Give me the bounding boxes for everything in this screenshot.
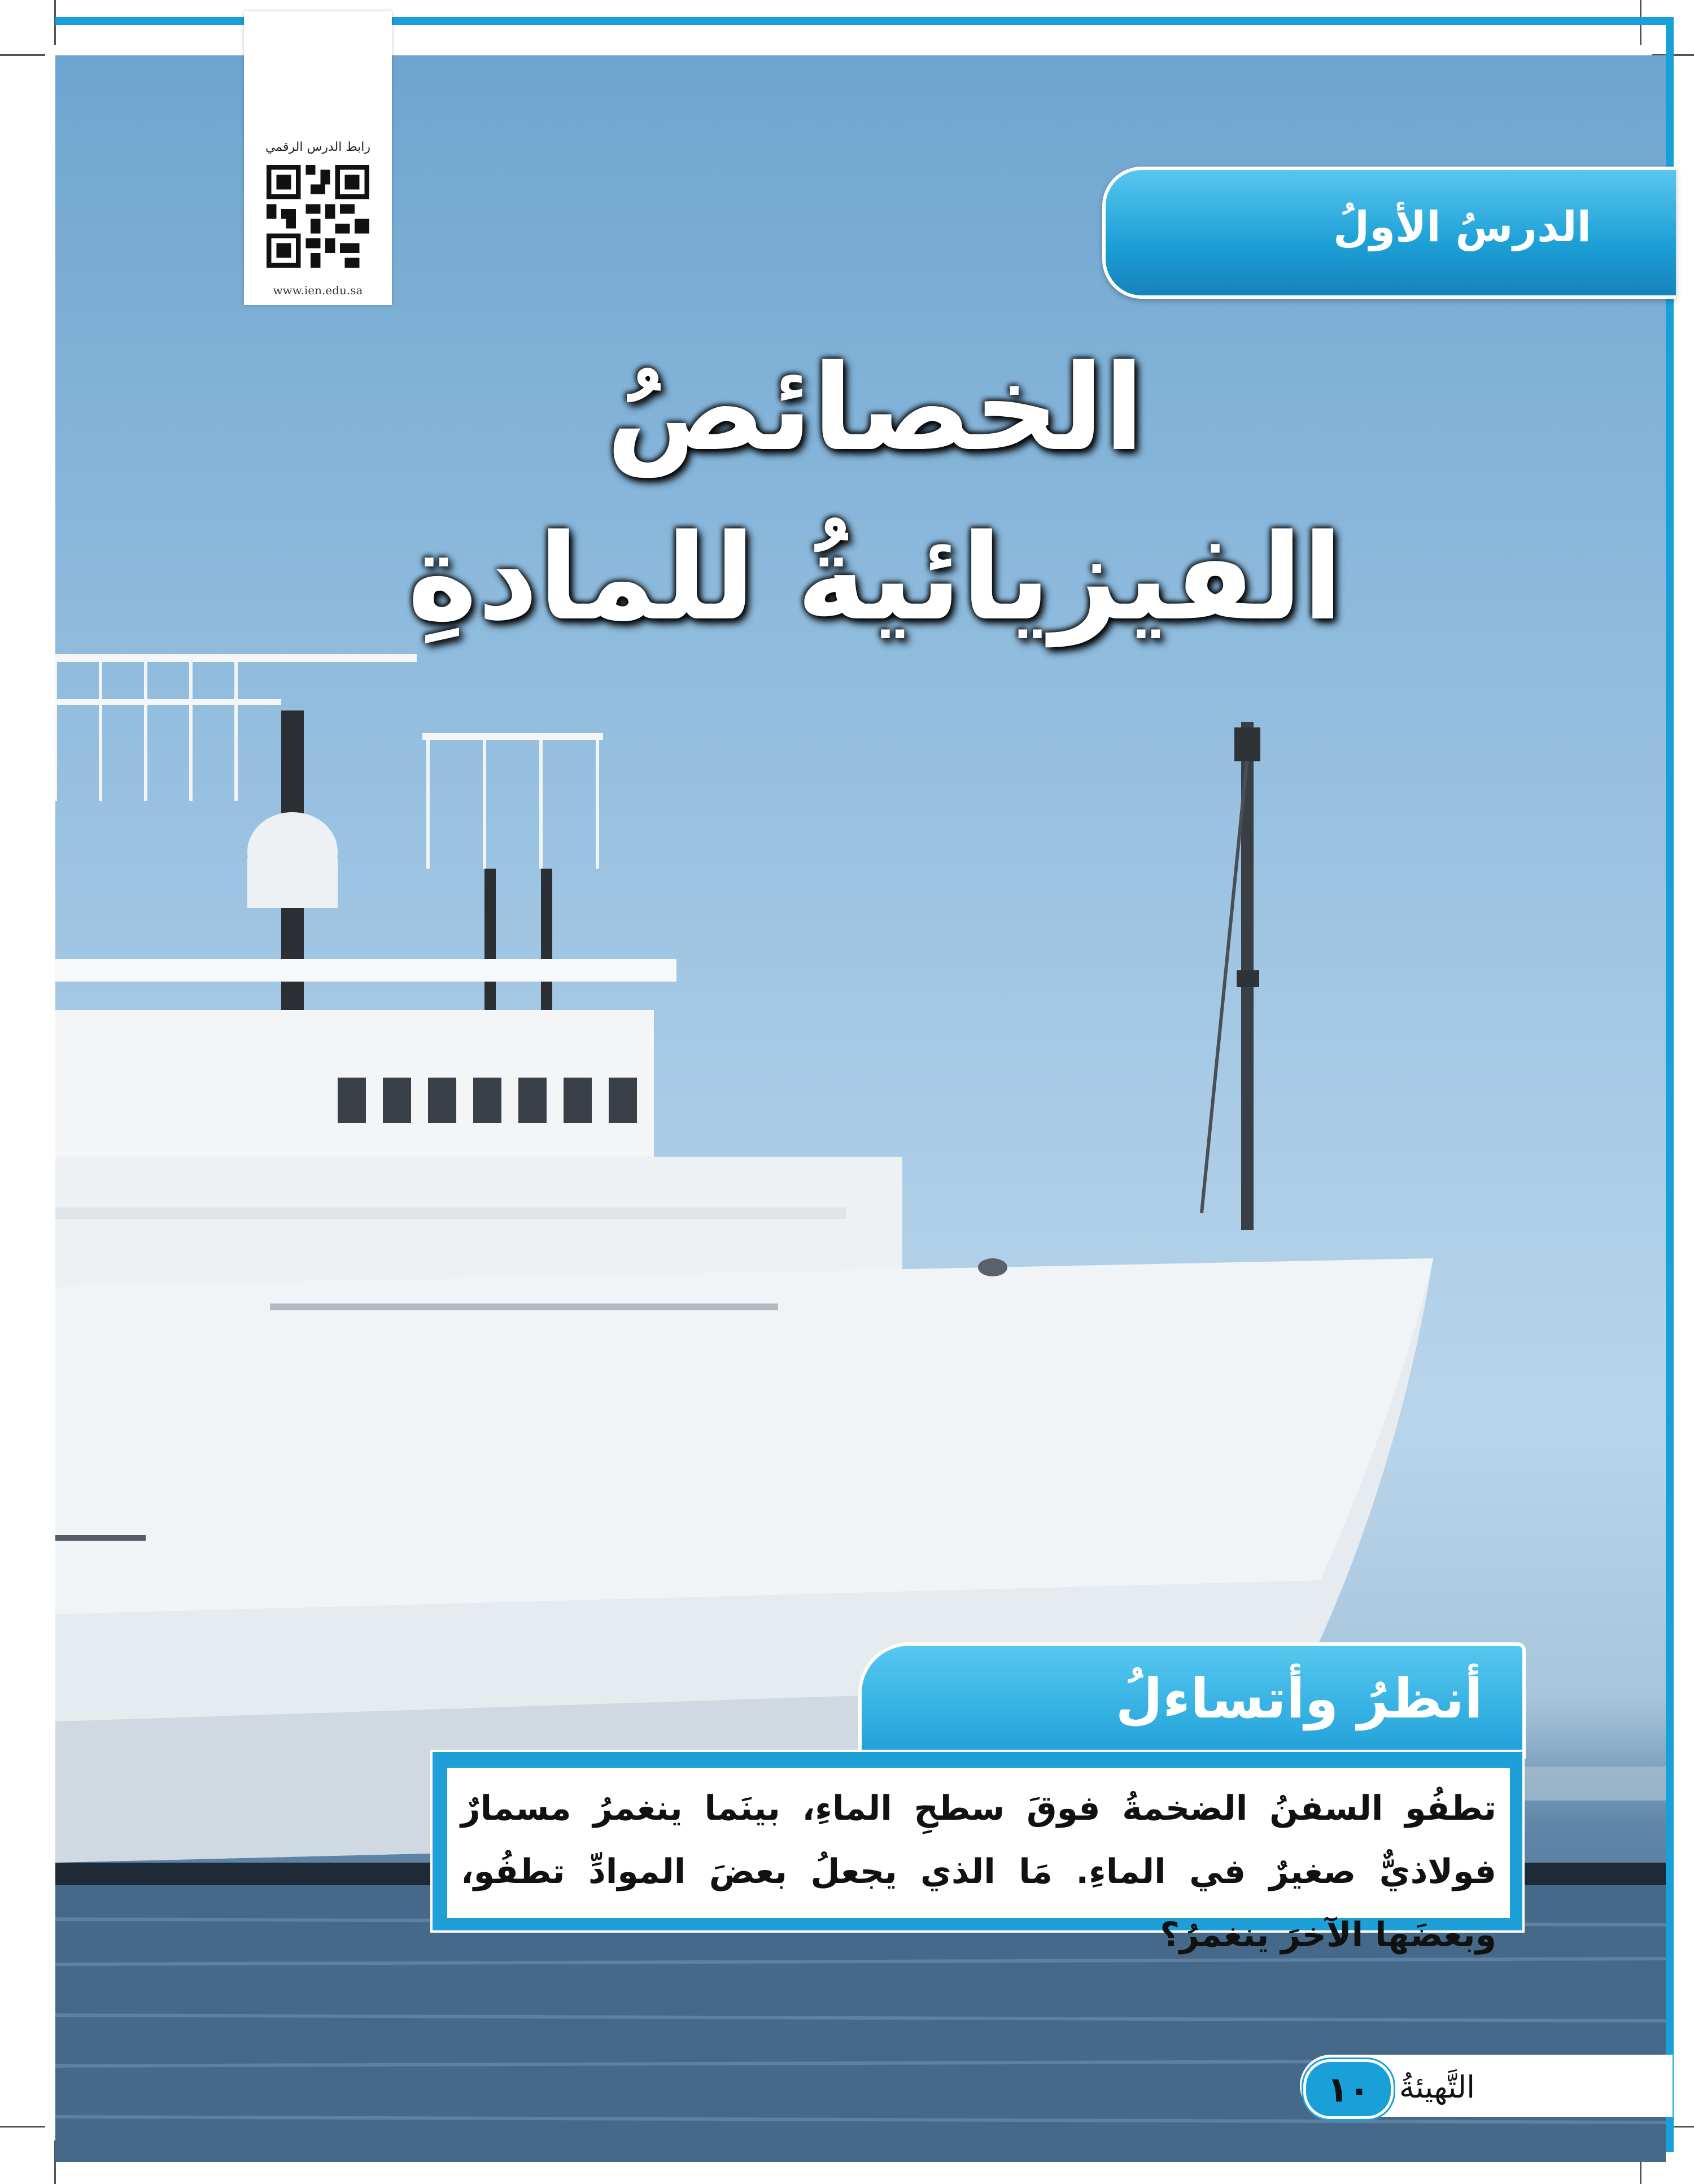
look-and-wonder-panel — [447, 1768, 1510, 1955]
page-number: ١٠ — [1327, 2069, 1370, 2110]
lesson-tab — [1102, 167, 1676, 299]
qr-code-icon[interactable] — [267, 165, 369, 268]
page-number-badge — [1303, 2059, 1394, 2119]
look-and-wonder-heading: أنظرُ وأتساءلُ — [1115, 1667, 1483, 1730]
digital-lesson-qr-card[interactable] — [244, 11, 392, 305]
lesson-label: الدرسُ الأولُ — [1333, 203, 1591, 251]
look-and-wonder-tab — [858, 1642, 1526, 1759]
page-frame-right — [1666, 17, 1674, 2152]
section-label: التَّهيئةُ — [1399, 2069, 1475, 2105]
crop-mark — [0, 54, 45, 56]
qr-url[interactable]: www.ien.edu.sa — [273, 284, 363, 297]
crop-mark — [0, 2126, 45, 2128]
page-title-line-1: الخصائصُ — [606, 339, 1145, 477]
page-title-line-2: الفيزيائيةُ للمادةِ — [407, 508, 1343, 647]
look-and-wonder-box — [430, 1750, 1525, 1955]
look-and-wonder-text: تطفُو السفنُ الضخمةُ فوقَ سطحِ الماءِ، بينَما ينغمرُ مسمارٌ فولاذيٌّ صغيرٌ في الماءِ. مَا الذي يجعلُ بعضَ الموادِّ تطفُو، وبعضَها الآخرَ ينغمرُ؟ — [461, 1789, 1496, 1955]
qr-label: رابط الدرس الرقمي — [265, 140, 371, 154]
